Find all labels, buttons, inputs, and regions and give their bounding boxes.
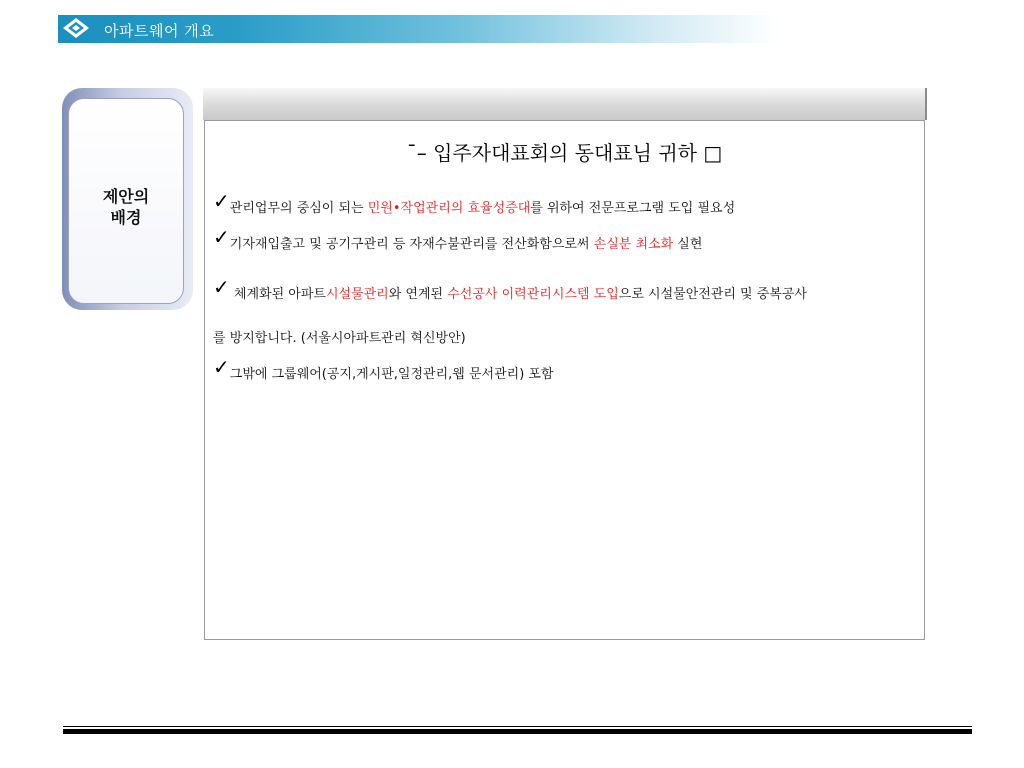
side-tab-label — [68, 186, 184, 228]
page-title: 아파트웨어 개요 — [104, 22, 215, 40]
bullet-item-1 — [213, 189, 736, 217]
footer-divider-thin — [63, 726, 972, 727]
bullet-item-3 — [213, 275, 807, 303]
panel-title: ¯– 입주자대표회의 동대표님 귀하 □ — [406, 141, 723, 165]
item-text: 그밖에 그룹웨어(공지,게시판,일정관리,웹 문서관리) 포함 — [229, 367, 554, 382]
item-text: 실현 — [673, 237, 703, 252]
item-highlight: 수선공사 이력관리시스템 도입 — [447, 287, 619, 302]
checkmark-icon: ✓ — [213, 189, 230, 213]
item-text: 체계화된 아파트 — [229, 287, 326, 302]
item-text: 관리업무의 중심이 되는 — [229, 201, 368, 216]
side-tab-line1: 제안의 — [102, 187, 150, 206]
item-text: 기자재입출고 및 공기구관리 등 자재수불관리를 전산화함으로써 — [229, 237, 594, 252]
panel-header-bar — [203, 88, 927, 120]
checkmark-icon: ✓ — [213, 225, 230, 249]
bullet-item-4 — [213, 355, 554, 383]
item-text: 으로 시설물안전관리 및 중복공사 — [618, 287, 807, 302]
bullet-item-2 — [213, 225, 703, 253]
item-text: 와 연계된 — [388, 287, 448, 302]
footer-divider — [63, 729, 972, 734]
item-highlight: 시설물관리 — [325, 287, 389, 302]
diamond-logo-icon — [62, 17, 90, 39]
item-highlight: 민원•작업관리의 효율성증대 — [367, 201, 531, 216]
bullet-item-3-continuation: 를 방지합니다. (서울시아파트관리 혁신방안) — [213, 331, 466, 346]
item-text: 를 위하여 전문프로그램 도입 필요성 — [530, 201, 736, 216]
checkmark-icon: ✓ — [213, 275, 230, 299]
item-highlight: 손실분 최소화 — [593, 237, 674, 252]
checkmark-icon: ✓ — [213, 355, 230, 379]
side-tab-line2: 배경 — [110, 208, 142, 227]
